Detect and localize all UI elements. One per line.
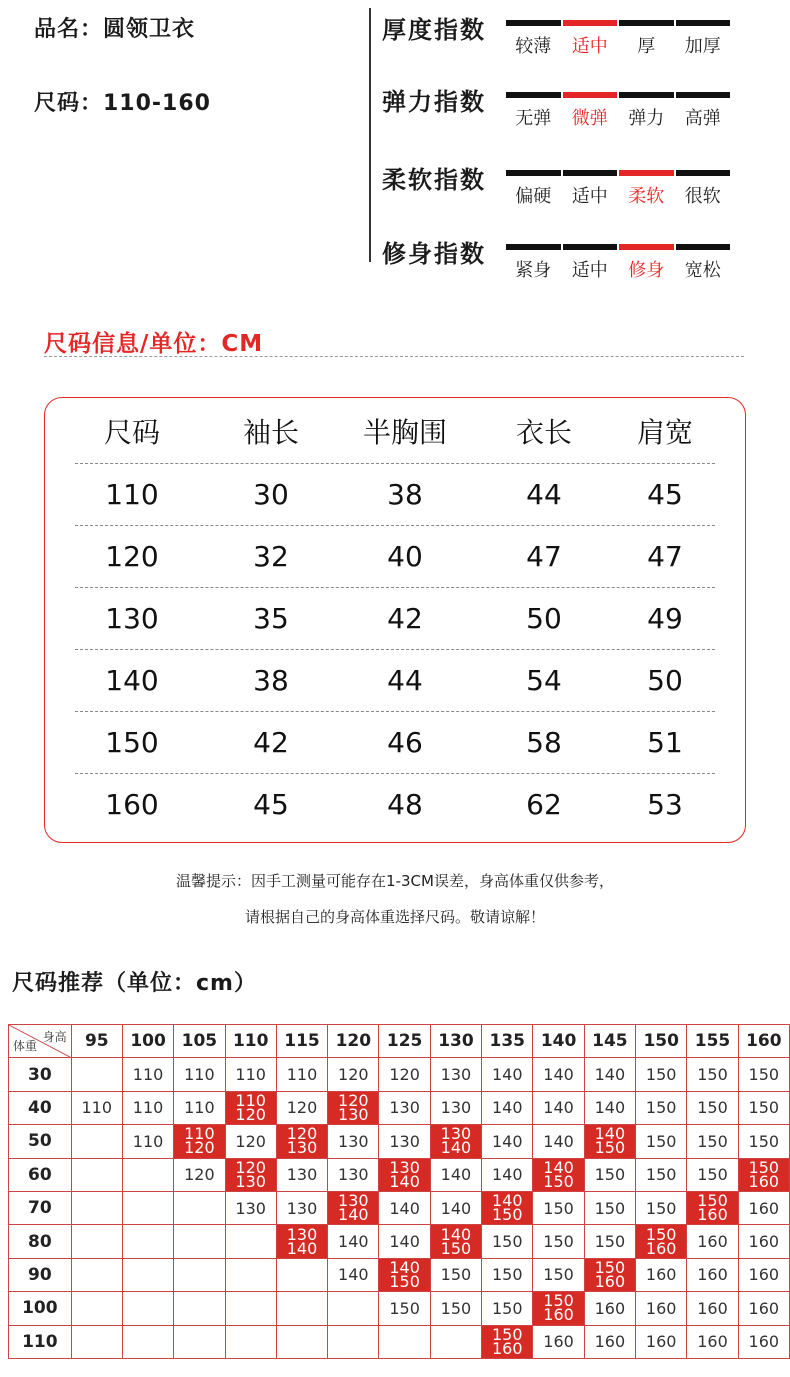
size-table-cell: 47 (526, 540, 562, 573)
recommend-cell: 160 (738, 1325, 789, 1358)
recommend-cell: 150 (687, 1091, 738, 1124)
recommend-cell: 150 (636, 1091, 687, 1124)
recommend-cell (225, 1292, 276, 1325)
recommend-cell (276, 1292, 327, 1325)
index-label: 弹力指数 (382, 88, 486, 116)
product-info (34, 0, 364, 262)
index-scale (506, 170, 730, 208)
recommend-cell-range: 130 140 (430, 1125, 481, 1158)
size-table-row (75, 588, 715, 650)
size-table-cell: 140 (105, 664, 159, 697)
recommend-cell: 140 (482, 1158, 533, 1191)
recommend-row (9, 1091, 790, 1124)
recommend-cell: 130 (379, 1091, 430, 1124)
scale-segment (563, 244, 618, 282)
recommend-cell: 130 (328, 1125, 379, 1158)
size-table-header-cell: 半胸围 (362, 416, 447, 449)
height-header-cell: 115 (276, 1025, 327, 1058)
size-table-header-cell: 衣长 (515, 416, 572, 449)
recommend-cell: 110 (122, 1091, 173, 1124)
recommend-cell (71, 1292, 122, 1325)
recommend-cell: 150 (430, 1292, 481, 1325)
recommend-cell: 110 (122, 1125, 173, 1158)
index-scale (506, 20, 730, 58)
recommend-cell: 150 (584, 1191, 635, 1224)
recommend-cell: 120 (225, 1125, 276, 1158)
recommend-cell (276, 1258, 327, 1291)
recommend-cell: 150 (636, 1158, 687, 1191)
vertical-divider (369, 8, 371, 262)
recommend-table (8, 1024, 790, 1359)
scale-label: 厚 (637, 36, 656, 57)
scale-segment (676, 170, 731, 208)
recommend-cell: 160 (738, 1292, 789, 1325)
recommend-cell: 150 (738, 1058, 789, 1091)
index-row-thickness (382, 0, 742, 60)
index-scale (506, 92, 730, 130)
recommend-cell: 150 (533, 1191, 584, 1224)
scale-segment (676, 20, 731, 58)
index-label: 修身指数 (382, 240, 486, 268)
size-table-cell: 50 (647, 664, 683, 697)
recommend-cell: 130 (379, 1125, 430, 1158)
recommend-cell-range: 140 150 (482, 1191, 533, 1224)
scale-label: 弹力 (628, 108, 665, 129)
size-table-cell: 42 (387, 602, 423, 635)
recommend-cell (225, 1258, 276, 1291)
scale-label: 较薄 (515, 36, 552, 57)
size-table-row (75, 464, 715, 526)
recommend-cell (71, 1191, 122, 1224)
recommend-cell-range: 130 140 (276, 1225, 327, 1258)
recommend-cell: 150 (430, 1258, 481, 1291)
recommend-row (9, 1292, 790, 1325)
recommend-cell: 160 (533, 1325, 584, 1358)
recommend-cell: 110 (174, 1058, 225, 1091)
recommend-cell-range: 130 140 (328, 1191, 379, 1224)
scale-label: 适中 (571, 260, 608, 281)
recommend-cell: 140 (430, 1158, 481, 1191)
recommend-cell: 120 (174, 1158, 225, 1191)
recommend-row (9, 1125, 790, 1158)
size-table (44, 397, 746, 843)
recommend-cell: 150 (636, 1191, 687, 1224)
height-header-cell: 150 (636, 1025, 687, 1058)
height-header-cell: 100 (122, 1025, 173, 1058)
recommend-cell: 150 (584, 1158, 635, 1191)
weight-header-cell: 110 (9, 1325, 72, 1358)
recommend-cell: 130 (276, 1158, 327, 1191)
weight-header-cell: 40 (9, 1091, 72, 1124)
height-header-cell: 125 (379, 1025, 430, 1058)
size-table-cell: 40 (387, 540, 423, 573)
height-header-cell: 160 (738, 1025, 789, 1058)
size-table-cell: 30 (253, 478, 289, 511)
recommend-cell: 160 (687, 1325, 738, 1358)
size-table-row (75, 774, 715, 836)
recommend-cell: 160 (636, 1292, 687, 1325)
recommend-cell: 160 (584, 1292, 635, 1325)
size-table-cell: 53 (647, 788, 683, 821)
scale-label: 很软 (684, 186, 721, 207)
recommend-cell: 140 (328, 1258, 379, 1291)
scale-segment (563, 170, 618, 208)
index-label: 柔软指数 (382, 166, 486, 194)
recommend-cell (122, 1158, 173, 1191)
recommend-cell-range: 120 130 (225, 1158, 276, 1191)
recommend-cell: 150 (738, 1125, 789, 1158)
size-table-cell: 45 (647, 478, 683, 511)
size-table-cell: 38 (387, 478, 423, 511)
size-table-cell: 51 (647, 726, 683, 759)
corner-weight-label: 体重 (13, 1039, 38, 1054)
recommend-cell: 140 (482, 1125, 533, 1158)
size-table-cell: 46 (387, 726, 423, 759)
height-header-cell: 120 (328, 1025, 379, 1058)
recommend-cell: 130 (225, 1191, 276, 1224)
recommend-cell (225, 1225, 276, 1258)
recommend-cell-range: 150 160 (738, 1158, 789, 1191)
recommend-cell (122, 1191, 173, 1224)
recommend-corner-cell (9, 1025, 72, 1058)
size-table-cell: 45 (253, 788, 289, 821)
size-table-cell: 38 (253, 664, 289, 697)
recommend-cell: 150 (687, 1125, 738, 1158)
scale-label: 宽松 (684, 260, 721, 281)
recommend-cell (122, 1325, 173, 1358)
recommend-row (9, 1191, 790, 1224)
recommend-header-row (9, 1025, 790, 1058)
weight-header-cell: 60 (9, 1158, 72, 1191)
recommend-row (9, 1258, 790, 1291)
scale-segment (563, 92, 618, 130)
recommend-cell: 140 (482, 1058, 533, 1091)
recommend-cell: 150 (533, 1258, 584, 1291)
scale-segment (619, 244, 674, 282)
size-table-header (75, 402, 715, 464)
index-row-elasticity (382, 72, 742, 132)
scale-segment (619, 170, 674, 208)
recommend-cell: 160 (584, 1325, 635, 1358)
recommend-cell: 110 (71, 1091, 122, 1124)
size-table-header-cell: 尺码 (103, 416, 160, 449)
recommend-cell: 140 (584, 1091, 635, 1124)
size-table-cell: 35 (253, 602, 289, 635)
recommend-cell: 110 (276, 1058, 327, 1091)
recommend-cell: 130 (328, 1158, 379, 1191)
recommend-cell: 110 (122, 1058, 173, 1091)
height-header-cell: 130 (430, 1025, 481, 1058)
size-table-cell: 54 (526, 664, 562, 697)
weight-header-cell: 30 (9, 1058, 72, 1091)
recommend-cell: 120 (276, 1091, 327, 1124)
recommend-cell: 150 (687, 1158, 738, 1191)
weight-header-cell: 100 (9, 1292, 72, 1325)
recommend-cell: 130 (430, 1058, 481, 1091)
recommend-cell: 150 (379, 1292, 430, 1325)
recommend-cell-range: 140 150 (379, 1258, 430, 1291)
recommend-cell (174, 1191, 225, 1224)
recommend-cell: 150 (636, 1125, 687, 1158)
recommend-cell: 160 (687, 1292, 738, 1325)
recommend-cell (71, 1258, 122, 1291)
scale-label: 加厚 (684, 36, 721, 57)
weight-header-cell: 70 (9, 1191, 72, 1224)
size-table-header-cell: 袖长 (242, 416, 299, 449)
recommend-cell: 160 (738, 1191, 789, 1224)
recommend-cell: 160 (636, 1258, 687, 1291)
recommend-cell-range: 120 130 (276, 1125, 327, 1158)
recommend-cell-range: 140 150 (430, 1225, 481, 1258)
size-table-cell: 58 (526, 726, 562, 759)
scale-label: 柔软 (628, 186, 665, 207)
recommend-cell (328, 1292, 379, 1325)
scale-label: 无弹 (515, 108, 552, 129)
recommend-cell: 140 (482, 1091, 533, 1124)
recommend-cell: 130 (430, 1091, 481, 1124)
size-table-cell: 49 (647, 602, 683, 635)
scale-label: 微弹 (571, 108, 608, 129)
recommend-cell-range: 110 120 (225, 1091, 276, 1124)
recommend-cell: 160 (636, 1325, 687, 1358)
weight-header-cell: 80 (9, 1225, 72, 1258)
height-header-cell: 95 (71, 1025, 122, 1058)
scale-segment (506, 20, 561, 58)
scale-segment (676, 244, 731, 282)
scale-segment (506, 170, 561, 208)
corner-height-label: 身高 (42, 1030, 67, 1044)
recommend-cell: 150 (482, 1225, 533, 1258)
recommend-cell (174, 1225, 225, 1258)
size-table-cell: 160 (105, 788, 159, 821)
index-label: 厚度指数 (382, 16, 486, 44)
size-table-cell: 130 (105, 602, 159, 635)
recommend-cell: 160 (687, 1258, 738, 1291)
size-table-cell: 150 (105, 726, 159, 759)
recommend-cell: 150 (687, 1058, 738, 1091)
index-row-softness (382, 150, 742, 210)
size-table-cell: 62 (526, 788, 562, 821)
size-table-cell: 44 (526, 478, 562, 511)
recommend-cell: 140 (430, 1191, 481, 1224)
recommend-cell: 150 (636, 1058, 687, 1091)
scale-label: 紧身 (515, 260, 552, 281)
size-table-cell: 110 (105, 478, 159, 511)
size-table-cell: 42 (253, 726, 289, 759)
recommend-cell: 150 (738, 1091, 789, 1124)
size-table-row (75, 712, 715, 774)
recommend-cell: 140 (379, 1191, 430, 1224)
recommend-cell: 120 (328, 1058, 379, 1091)
size-table-cell: 32 (253, 540, 289, 573)
recommend-cell-range: 150 160 (687, 1191, 738, 1224)
scale-segment (506, 244, 561, 282)
recommend-cell: 150 (482, 1292, 533, 1325)
recommend-cell: 140 (584, 1058, 635, 1091)
index-scale (506, 244, 730, 282)
recommend-cell (122, 1258, 173, 1291)
recommend-cell: 110 (174, 1091, 225, 1124)
recommend-row (9, 1325, 790, 1358)
recommend-cell-range: 140 150 (584, 1125, 635, 1158)
recommend-cell: 120 (379, 1058, 430, 1091)
scale-label: 高弹 (684, 108, 721, 129)
size-table-cell: 50 (526, 602, 562, 635)
height-header-cell: 140 (533, 1025, 584, 1058)
recommend-cell (71, 1158, 122, 1191)
scale-segment (563, 20, 618, 58)
recommend-title: 尺码推荐（单位：cm） (12, 971, 257, 996)
recommend-cell: 140 (379, 1225, 430, 1258)
note-line-1: 温馨提示：因手工测量可能存在1-3CM误差，身高体重仅供参考， (176, 872, 614, 890)
weight-header-cell: 90 (9, 1258, 72, 1291)
size-table-row (75, 526, 715, 588)
recommend-cell (122, 1225, 173, 1258)
recommend-cell: 140 (533, 1125, 584, 1158)
recommend-cell-range: 150 160 (482, 1325, 533, 1358)
scale-label: 适中 (571, 186, 608, 207)
recommend-cell (71, 1125, 122, 1158)
note-line-2: 请根据自己的身高体重选择尺码。敬请谅解！ (244, 908, 545, 926)
index-row-fit (382, 224, 742, 284)
size-table-cell: 47 (647, 540, 683, 573)
recommend-cell-range: 140 150 (533, 1158, 584, 1191)
height-header-cell: 105 (174, 1025, 225, 1058)
recommend-cell (174, 1292, 225, 1325)
recommend-cell (379, 1325, 430, 1358)
height-header-cell: 145 (584, 1025, 635, 1058)
scale-label: 偏硬 (515, 186, 552, 207)
scale-label: 适中 (571, 36, 608, 57)
recommend-cell (225, 1325, 276, 1358)
recommend-cell: 160 (738, 1225, 789, 1258)
height-header-cell: 110 (225, 1025, 276, 1058)
recommend-cell: 160 (687, 1225, 738, 1258)
weight-header-cell: 50 (9, 1125, 72, 1158)
height-header-cell: 155 (687, 1025, 738, 1058)
recommend-cell: 150 (482, 1258, 533, 1291)
recommend-row (9, 1058, 790, 1091)
recommend-cell: 130 (276, 1191, 327, 1224)
section-divider (44, 356, 744, 357)
recommend-cell (71, 1225, 122, 1258)
recommend-cell: 110 (225, 1058, 276, 1091)
recommend-cell-range: 150 160 (533, 1292, 584, 1325)
recommend-cell: 160 (738, 1258, 789, 1291)
recommend-cell (122, 1292, 173, 1325)
size-table-row (75, 650, 715, 712)
recommend-cell: 150 (533, 1225, 584, 1258)
recommend-cell (174, 1258, 225, 1291)
recommend-cell-range: 150 160 (636, 1225, 687, 1258)
scale-segment (506, 92, 561, 130)
size-range: 尺码：110-160 (34, 91, 211, 116)
recommend-row (9, 1225, 790, 1258)
recommend-cell-range: 110 120 (174, 1125, 225, 1158)
recommend-cell (71, 1058, 122, 1091)
size-table-header-cell: 肩宽 (636, 416, 693, 449)
recommend-cell: 140 (328, 1225, 379, 1258)
size-table-cell: 44 (387, 664, 423, 697)
recommend-cell: 140 (533, 1091, 584, 1124)
recommend-cell (174, 1325, 225, 1358)
recommend-cell (328, 1325, 379, 1358)
recommend-cell (276, 1325, 327, 1358)
recommend-cell: 150 (584, 1225, 635, 1258)
size-table-cell: 48 (387, 788, 423, 821)
product-name: 品名：圆领卫衣 (34, 17, 196, 42)
recommend-row (9, 1158, 790, 1191)
recommend-cell-range: 130 140 (379, 1158, 430, 1191)
recommend-cell (71, 1325, 122, 1358)
scale-segment (619, 92, 674, 130)
height-header-cell: 135 (482, 1025, 533, 1058)
size-section-title: 尺码信息/单位：CM (44, 331, 264, 357)
recommend-cell: 140 (533, 1058, 584, 1091)
scale-segment (676, 92, 731, 130)
recommend-cell-range: 120 130 (328, 1091, 379, 1124)
recommend-cell-range: 150 160 (584, 1258, 635, 1291)
recommend-cell (430, 1325, 481, 1358)
scale-label: 修身 (628, 260, 665, 281)
size-table-cell: 120 (105, 540, 159, 573)
scale-segment (619, 20, 674, 58)
